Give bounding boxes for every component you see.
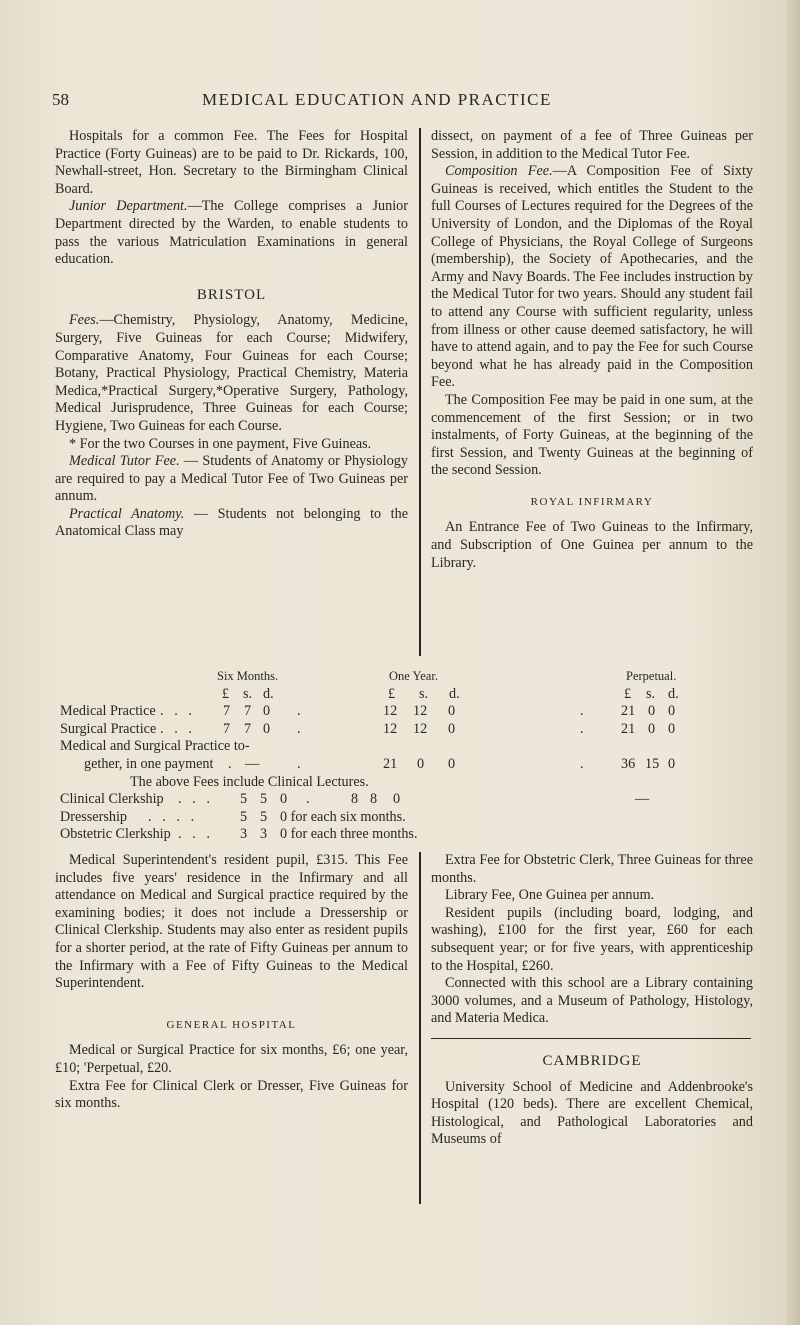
column-rule — [419, 852, 421, 1204]
section-heading: BRISTOL — [196, 286, 267, 303]
paragraph-text: —Chemistry, Physiology, Anatomy, Medicine, Surgery, Five Guineas for each Course; Midwifery, Comparative Anatomy, Four Guineas for each Course; Botany, Practical Physiology, Practical Chemistry, Materia Medica,*Practical Surgery,*Operative Surgery, Pathology, Medical Jurisprudence, Three Guineas for each Course; Hygiene, Two Guineas for each Course. — [55, 312, 408, 434]
cell: — — [635, 791, 650, 808]
cell: 0 for each six months. — [280, 808, 406, 825]
paragraph: Extra Fee for Clinical Clerk or Dresser, Five Guineas for six months. — [55, 1077, 408, 1112]
cell: 3 — [260, 826, 268, 843]
paragraph: Library Fee, One Guinea per annum. — [445, 887, 655, 904]
page-edge — [786, 0, 800, 1325]
paragraph — [55, 453, 408, 506]
table-row: Obstetric Clerkship . . . 3 3 0 for each three months. — [60, 826, 418, 843]
paragraph: Medical or Surgical Practice for six months, £6; one year, £10; 'Perpetual, £20. — [55, 1042, 408, 1076]
column-header: One Year. — [389, 669, 438, 683]
cell: 21 — [621, 703, 636, 720]
cell: 5 — [240, 808, 248, 825]
paragraph: dissect, on payment of a fee of Three Guineas per Session, in addition to the Medical Tutor Fee. — [431, 128, 753, 162]
paragraph: Connected with this school are a Library containing 3000 volumes, and a Museum of Pathology, Histology, and Materia Medica. — [431, 975, 753, 1027]
cell: 0 — [648, 720, 656, 737]
right-column-top — [431, 128, 753, 572]
row-label-continued: gether, in one payment — [84, 755, 214, 772]
table-row: Dressership . . . . 5 5 0 for each six months. — [60, 808, 406, 825]
fee-table — [60, 668, 750, 844]
table-row: gether, in one payment . — . 21 0 0 . 36 15 0 — [84, 755, 676, 772]
cell: 7 — [244, 703, 252, 720]
section-heading: GENERAL HOSPITAL — [166, 1018, 297, 1031]
cell: 15 — [645, 755, 660, 772]
cell: 12 — [383, 720, 398, 737]
paragraph-text: —A Composition Fee of Sixty Guineas is received, which entitles the Student to the full Courses of Lectures required for the Degrees of the University of London, and the Diplomas of the Royal College of Physicians, the Royal College of Surgeons (membership), the Society of Apothecaries, and the Army and Navy Boards. The Fee includes instruction by the Medical Tutor for two years. Should any student fail to attend any Course with sufficient regularity, unless from illness or other cause deemed satisfactory, he will have to attend again, and to pay the Fee for such Course beyond what he has already paid in the Composition Fee. — [431, 163, 753, 391]
paragraph: Hospitals for a common Fee. The Fees for Hospital Practice (Forty Guineas) are to be paid to Dr. Rickards, 100, Newhall-street, Hon. Secretary to the Birmingham Clinical Board. — [55, 128, 408, 197]
table-row — [60, 738, 750, 756]
lead-phrase: Fees. — [69, 312, 100, 329]
paragraph-text: —The College comprises a Junior Department directed by the Warden, to enable students to pass the various Matriculation Examinations in general education. — [55, 198, 408, 268]
cell: 0 — [263, 703, 271, 720]
section-divider — [431, 1038, 751, 1039]
row-label: Surgical Practice — [60, 720, 157, 737]
lead-phrase: Practical Anatomy. — [69, 505, 185, 522]
paragraph: The Composition Fee may be paid in one sum, at the commencement of the first Session; or in two instalments, of Forty Guineas, at the beginning of the first Session, and Twenty Guineas at the beginning of the second Session. — [431, 391, 753, 479]
unit: £ — [624, 685, 632, 702]
row-label: Obstetric Clerkship — [60, 826, 171, 843]
cell: 0 for each three months. — [280, 826, 418, 843]
paragraph — [55, 312, 408, 435]
row-label: Medical Practice — [60, 703, 156, 720]
note-text: The above Fees include Clinical Lectures. — [130, 773, 369, 790]
table-row: Clinical Clerkship . . . 5 5 0 . 8 8 0 — — [60, 791, 650, 808]
paragraph-text: — Students not belonging to the Anatomical Class may — [55, 505, 409, 540]
cell: 7 — [223, 720, 231, 737]
page-number: 58 — [52, 90, 69, 109]
cell: 0 — [280, 791, 288, 808]
cell: 0 — [393, 791, 401, 808]
cell: 0 — [448, 703, 456, 720]
lead-phrase: Medical Tutor Fee. — [69, 453, 180, 470]
cell: 0 — [668, 755, 676, 772]
cell: 21 — [621, 720, 636, 737]
paragraph — [55, 198, 408, 268]
cell: 0 — [668, 720, 676, 737]
lead-phrase: Junior Department. — [69, 198, 188, 215]
paragraph: An Entrance Fee of Two Guineas to the Infirmary, and Subscription of One Guinea per annum to the Library. — [431, 519, 753, 571]
cell: 0 — [263, 720, 271, 737]
cell: 12 — [413, 703, 428, 720]
paragraph-text: — Students of Anatomy or Physiology are required to pay a Medical Tutor Fee of Two Guineas per annum. — [55, 453, 408, 505]
cell: 0 — [417, 755, 425, 772]
column-header: Six Months. — [217, 669, 279, 683]
table-note — [60, 774, 750, 792]
cell: 7 — [223, 703, 231, 720]
cell: 0 — [648, 703, 656, 720]
table-row: Medical Practice . . . 7 7 0 . 12 12 0 . 21 0 0 — [60, 703, 676, 720]
row-label: Medical and Surgical Practice to- — [60, 738, 250, 755]
lead-phrase: Composition Fee. — [445, 163, 553, 180]
left-column-top — [55, 128, 408, 541]
unit: £ — [388, 685, 396, 702]
unit: d. — [263, 685, 274, 702]
cell: 36 — [621, 755, 636, 772]
unit: £ — [222, 685, 230, 702]
cell: 7 — [244, 720, 252, 737]
cell: 0 — [448, 720, 456, 737]
cell: 8 — [351, 791, 359, 808]
cell: — — [245, 755, 260, 772]
cell: 0 — [668, 703, 676, 720]
table-row: Surgical Practice . . . 7 7 0 . 12 12 0 . 21 0 0 — [60, 720, 676, 737]
unit: s. — [646, 685, 656, 702]
paragraph: Resident pupils (including board, lodging, and washing), £100 for the first year, £60 for each subsequent year; or for five years, with apprenticeship to the Hospital, £260. — [431, 904, 753, 974]
cell: 3 — [240, 826, 248, 843]
cell: 8 — [370, 791, 378, 808]
section-heading: CAMBRIDGE — [542, 1052, 642, 1069]
section-heading: ROYAL INFIRMARY — [530, 495, 654, 508]
cell: 21 — [383, 755, 398, 772]
column-header: Perpetual. — [626, 669, 677, 683]
cell: 12 — [413, 720, 428, 737]
table-units-row — [60, 686, 750, 704]
paragraph: Medical Superintendent's resident pupil, £315. This Fee includes five years' residence in the Infirmary and all attendance on Medical and Surgical practice required by the examining bodies; it does not include a Dressership or Clinical Clerkship. Students may also enter as resident pupils for a shorter period, at the rate of Fifty Guineas per annum to the Infirmary with a Fee of Fifty Guineas to the Medical Superintendent. — [55, 852, 408, 992]
column-rule — [419, 128, 421, 656]
paragraph — [55, 506, 408, 541]
table-header-row — [60, 668, 750, 686]
right-column-bottom — [431, 852, 753, 1149]
paragraph: Extra Fee for Obstetric Clerk, Three Guineas for three months. — [431, 852, 753, 886]
row-label: Dressership — [60, 808, 127, 825]
unit: s. — [243, 685, 253, 702]
cell: 5 — [260, 791, 268, 808]
row-label: Clinical Clerkship — [60, 791, 164, 808]
page-header — [52, 90, 752, 114]
left-column-bottom — [55, 852, 408, 1113]
paragraph: University School of Medicine and Addenbrooke's Hospital (120 beds). There are excellent Chemical, Histological, and Pathological Laboratories and Museums of — [431, 1078, 753, 1148]
running-title: MEDICAL EDUCATION AND PRACTICE — [202, 90, 552, 109]
cell: 0 — [448, 755, 456, 772]
paragraph — [431, 163, 753, 392]
cell: 5 — [240, 791, 248, 808]
unit: d. — [668, 685, 679, 702]
footnote: * For the two Courses in one payment, Five Guineas. — [69, 435, 372, 452]
unit: d. — [449, 685, 460, 702]
cell: 12 — [383, 703, 398, 720]
unit: s. — [419, 685, 429, 702]
cell: 5 — [260, 808, 268, 825]
